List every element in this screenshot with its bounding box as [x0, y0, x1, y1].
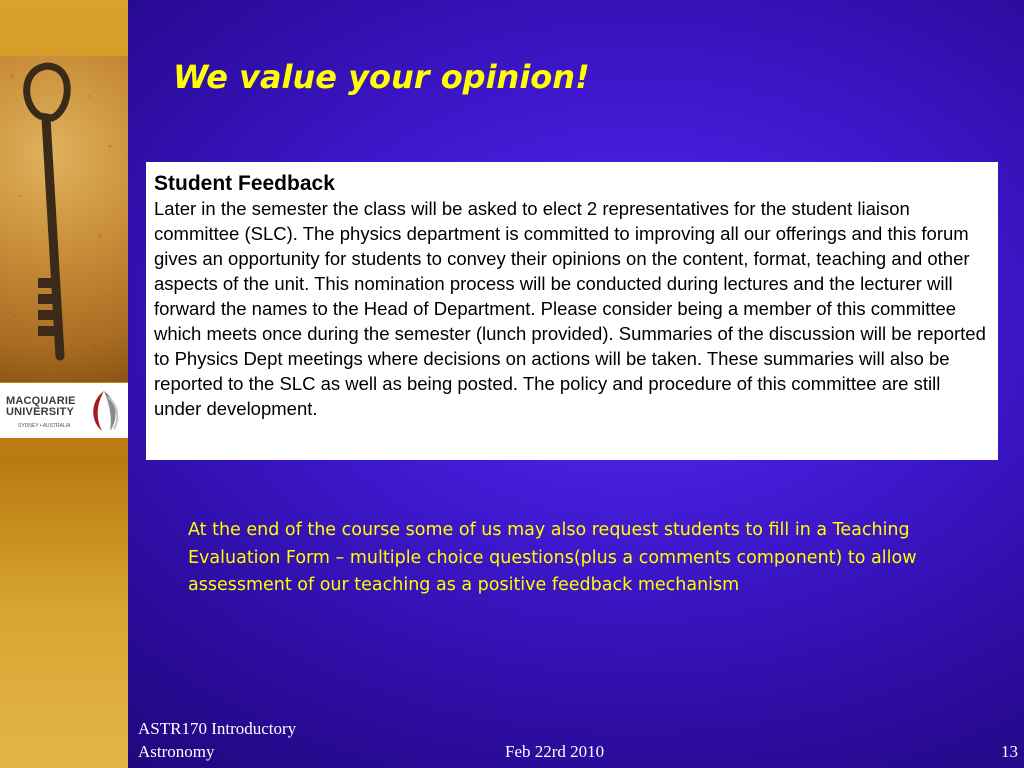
evaluation-note: At the end of the course some of us may also request students to fill in a Teaching Evaluation Form – multiple choice questions(plus a comments component) to allow assessment of our teaching as a positive feedback mechanism [188, 520, 917, 595]
university-logo [0, 383, 128, 438]
key-photo [0, 56, 128, 382]
footer-course-line-2: Astronomy [138, 742, 215, 761]
logo-text [6, 396, 76, 418]
footer-date: Feb 22rd 2010 [505, 742, 605, 761]
footer-page-number: 13 [1001, 742, 1018, 761]
student-feedback-box [146, 162, 998, 460]
key-icon [0, 56, 128, 382]
slide-title: We value your opinion! [173, 58, 590, 96]
logo-line-2: UNIVERSITY [6, 406, 75, 418]
university-crest-icon [86, 389, 122, 433]
footer-course [138, 717, 338, 763]
logo-line-1: MACQUARIE [6, 395, 76, 407]
feedback-body: Later in the semester the class will be asked to elect 2 representatives for the student liaison committee (SLC). The physics department is committed to improving all our offerings and this forum gives an opportunity for students to convey their opinions on the content, format, teaching and other aspects of the unit. This nomination process will be conducted during lectures and the lecturer will forward the names to the Head of Department. Please consider being a member of this committee which meets once during the semester (lunch provided). Summaries of the discussion will be reported to Physics Dept meetings where decisions on actions will be taken. These summaries will also be reported to the SLC as well as being posted. The policy and procedure of this committee are still under development. [154, 198, 986, 419]
feedback-heading: Student Feedback [154, 172, 335, 195]
footer-course-line-1: ASTR170 Introductory [138, 719, 297, 738]
logo-subtitle: SYDNEY • AUSTRALIA [18, 423, 71, 429]
left-decorative-band [0, 0, 128, 768]
